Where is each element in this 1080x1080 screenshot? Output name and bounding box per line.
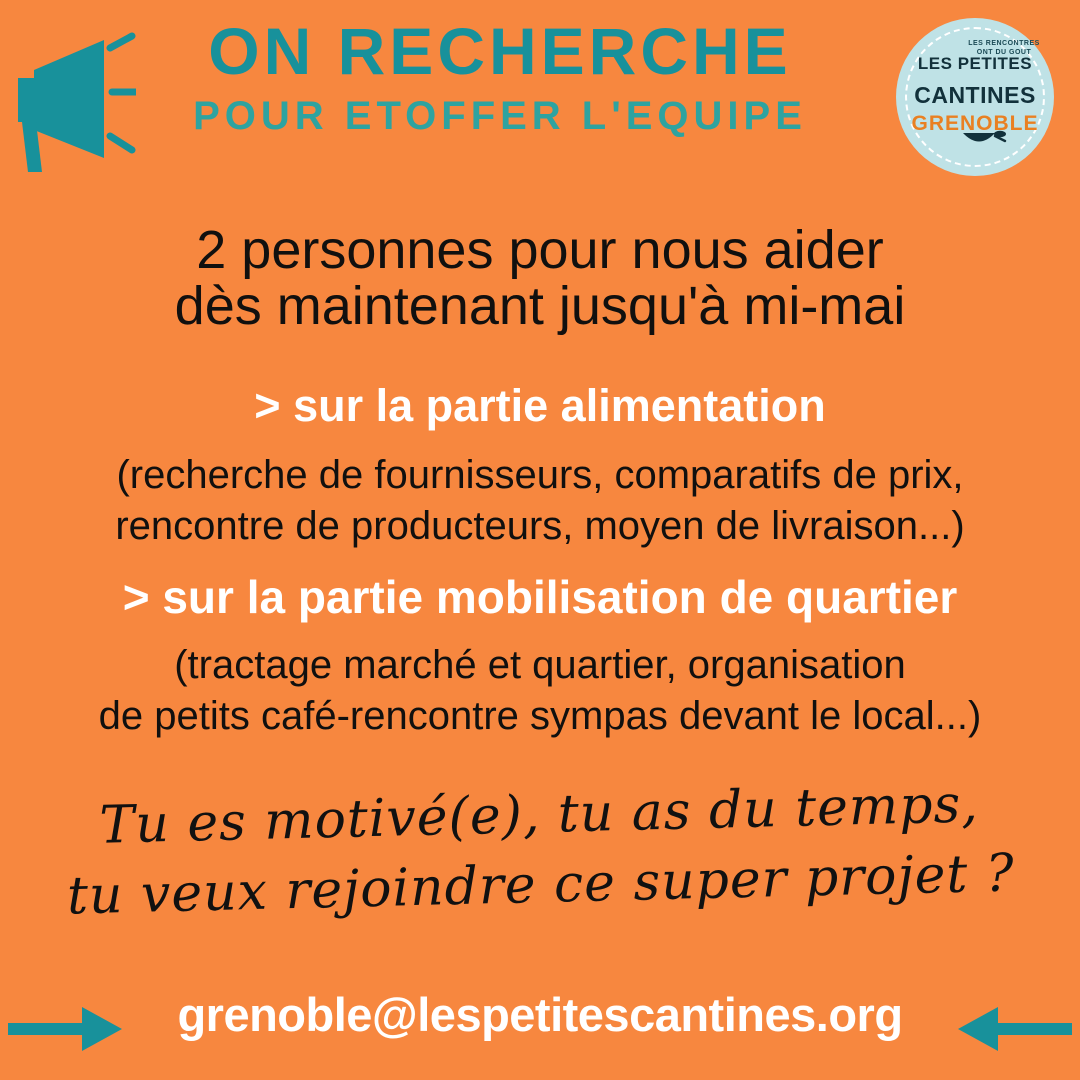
logo-line-1: LES PETITES (917, 54, 1033, 73)
logo-line-2: CANTINES (914, 82, 1036, 108)
arrow-left-pointing-icon (956, 1001, 1072, 1057)
handwritten-line-1: Tu es motivé(e), tu as du temps, (98, 774, 980, 856)
lead-line-1: 2 personnes pour nous aider (196, 220, 884, 280)
section-1-detail-line-2: rencontre de producteurs, moyen de livraison...) (115, 504, 965, 549)
handwritten-question (0, 767, 1080, 934)
section-1-detail-line-1: (recherche de fournisseurs, comparatifs de prix, (116, 453, 964, 497)
megaphone-icon (6, 26, 136, 176)
section-1-heading: > sur la partie alimentation (254, 380, 826, 431)
contact-email[interactable]: grenoble@lespetitescantines.org (177, 988, 903, 1041)
page-title: ON RECHERCHE (208, 14, 792, 88)
logo-tagline: LES RENCONTRES ONT DU GOUT (968, 40, 1040, 56)
logo-line-3: GRENOBLE (911, 112, 1039, 135)
section-2-detail-line-1: (tractage marché et quartier, organisation (174, 643, 906, 687)
brand-logo (896, 18, 1054, 176)
handwritten-line-2: tu veux rejoindre ce super projet ? (66, 843, 1016, 927)
lead-text (0, 220, 1080, 337)
header-title-group (120, 14, 880, 138)
poster-footer (0, 985, 1080, 1075)
poster-header (0, 0, 1080, 190)
section-2-detail-line-2: de petits café-rencontre sympas devant le local...) (98, 694, 982, 739)
section-2-heading: > sur la partie mobilisation de quartier (122, 571, 958, 623)
section-1-detail (0, 450, 1080, 552)
section-2-detail (0, 640, 1080, 742)
lead-line-2: dès maintenant jusqu'à mi-mai (174, 276, 906, 337)
page-subtitle: POUR ETOFFER L'EQUIPE (193, 94, 807, 138)
